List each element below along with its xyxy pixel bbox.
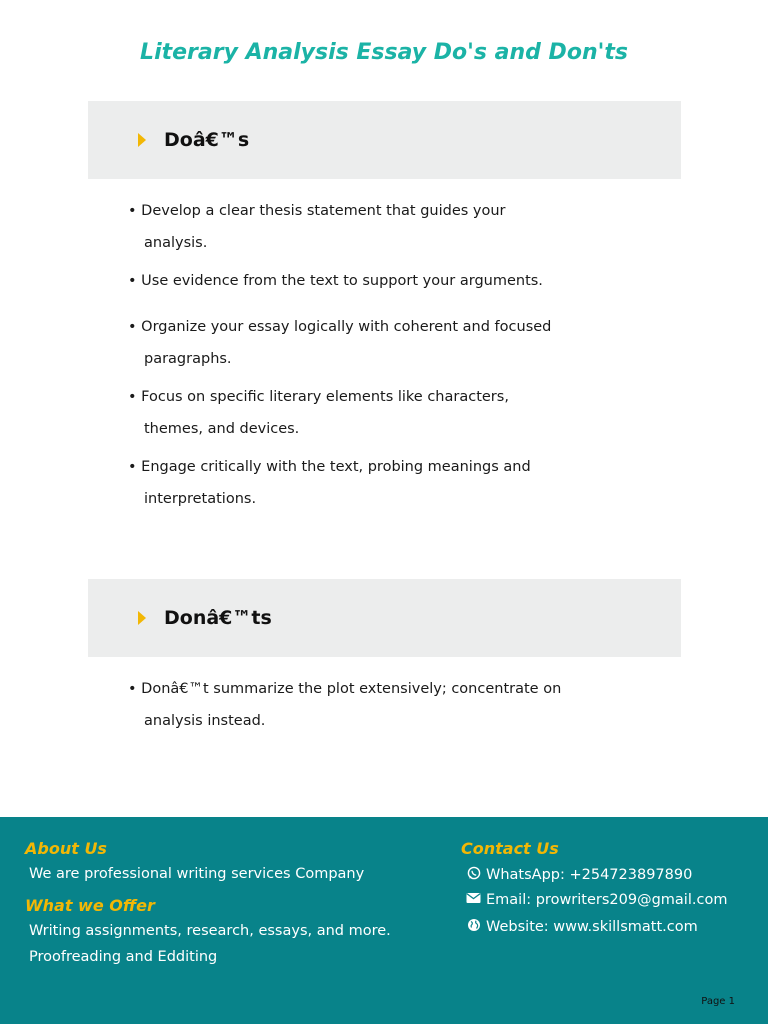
dos-section-header [88,101,681,179]
caret-right-icon [138,133,146,147]
whatsapp-link[interactable]: WhatsApp: +254723897890 [486,867,693,883]
offer-line-1: Writing assignments, research, essays, and more. [29,923,391,939]
list-item: • Develop a clear thesis statement that guides your analysis. [128,203,506,251]
about-heading: About Us [25,839,107,858]
contact-email [466,892,727,908]
envelope-icon [466,892,481,908]
list-item: • Donâ€™t summarize the plot extensively; concentrate on analysis instead. [128,681,562,729]
about-text: We are professional writing services Company [29,866,365,882]
globe-icon [466,918,481,936]
contact-website [466,918,698,936]
footer [0,817,768,1024]
website-link[interactable]: Website: www.skillsmatt.com [486,919,698,935]
donts-section-header [88,579,681,657]
contact-heading: Contact Us [461,839,559,858]
offer-heading: What we Offer [25,896,155,915]
page-title: Literary Analysis Essay Do's and Don'ts [140,40,628,65]
dos-list [128,195,568,521]
list-item: • Focus on specific literary elements like characters, themes, and devices. [128,389,509,437]
page-number: Page 1 [701,996,735,1007]
donts-heading: Donâ€™ts [164,607,272,629]
caret-right-icon [138,611,146,625]
donts-list [128,673,568,743]
list-item: • Organize your essay logically with coherent and focused paragraphs. [128,319,552,367]
contact-whatsapp [466,866,692,884]
whatsapp-icon [466,866,481,884]
list-item: • Use evidence from the text to support your arguments. [128,273,543,289]
email-link[interactable]: Email: prowriters209@gmail.com [486,892,728,908]
dos-heading: Doâ€™s [164,129,250,151]
offer-line-2: Proofreading and Edditing [29,949,218,965]
list-item: • Engage critically with the text, probing meanings and interpretations. [128,459,531,507]
